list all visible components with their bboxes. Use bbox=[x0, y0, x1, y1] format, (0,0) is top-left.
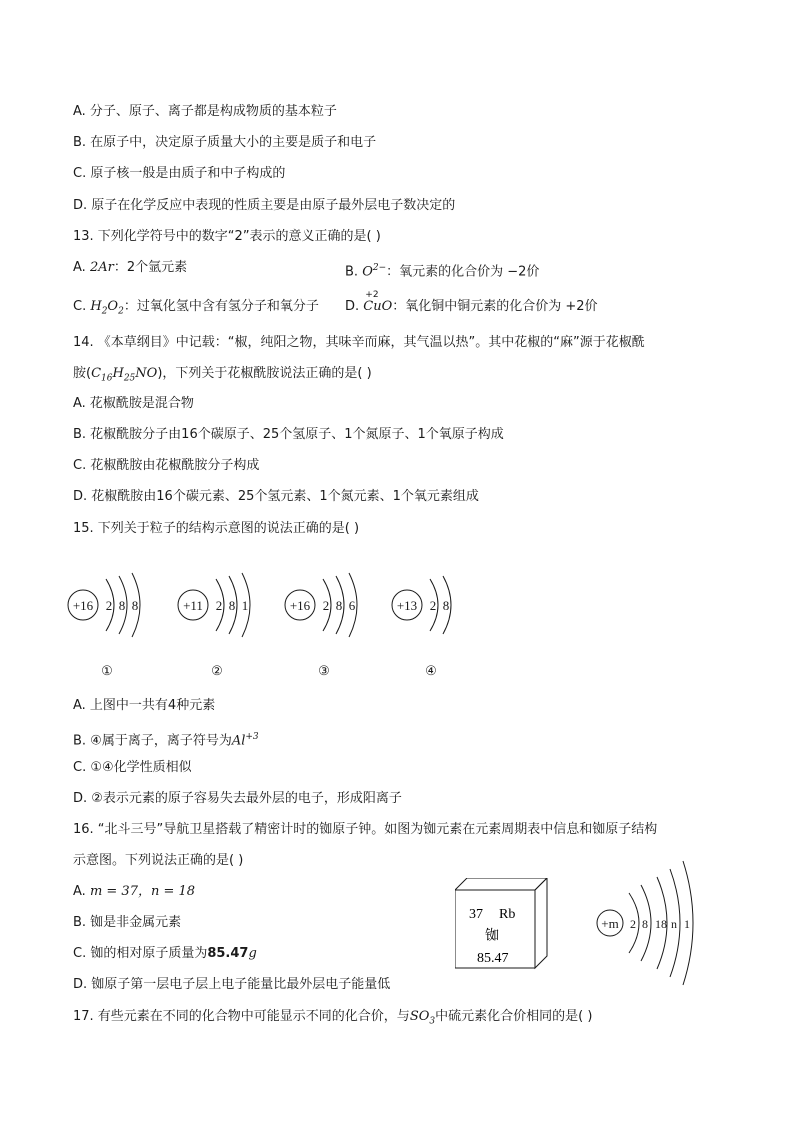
q13-stem: 13. 下列化学符号中的数字“2”表示的意义正确的是( ) bbox=[73, 229, 381, 244]
diagram-label-4: ④ bbox=[425, 663, 437, 678]
diagram-3-shell-electrons: 6 bbox=[348, 598, 356, 613]
q14-stem-line1: 14. 《本草纲目》中记载：“椒，纯阳之物，其味辛而麻，其气温以热”。其中花椒的“麻”源于花椒酰 bbox=[73, 335, 645, 350]
q15-option-a: A. 上图中一共有4种元素 bbox=[73, 698, 216, 713]
diagram-3-shell-electrons: 8 bbox=[335, 598, 343, 613]
q14-option-a: A. 花椒酰胺是混合物 bbox=[73, 396, 194, 411]
diagram-1-shell-electrons: 2 bbox=[105, 598, 113, 613]
q16-stem-line1: 16. “北斗三号”导航卫星搭载了精密计时的铷原子钟。如图为铷元素在元素周期表中信息和铷原子结构 bbox=[73, 822, 658, 837]
diagram-label-2: ② bbox=[211, 663, 223, 678]
diagram-1-shell-electrons: 8 bbox=[131, 598, 139, 613]
diagram-2-shell-electrons: 1 bbox=[241, 598, 249, 613]
rb-shell-electrons: 1 bbox=[684, 917, 690, 931]
q16-option-b: B. 铷是非金属元素 bbox=[73, 915, 182, 930]
q15-option-b: B. ④属于离子，离子符号为$Al^{+3}$ bbox=[73, 732, 259, 749]
q14-option-b: B. 花椒酰胺分子由16个碳原子、25个氢原子、1个氮原子、1个氧原子构成 bbox=[73, 427, 504, 442]
q13-option-b: B. $O^{2-}$：氧元素的化合价为 −2价 bbox=[345, 263, 540, 280]
valence-mark: +2 bbox=[365, 290, 379, 300]
rb-shell-electrons: n bbox=[671, 917, 677, 931]
diagram-label-1: ① bbox=[101, 663, 113, 678]
q13-option-d: D. +2 CuO：氧化铜中铜元素的化合价为 +2价 bbox=[345, 298, 598, 316]
rb-shell-electrons: 18 bbox=[655, 917, 667, 931]
q12-option-c: C. 原子核一般是由质子和中子构成的 bbox=[73, 166, 286, 181]
diagram-3-nucleus-charge: +16 bbox=[289, 598, 311, 613]
q16-option-d: D. 铷原子第一层电子层上电子能量比最外层电子能量低 bbox=[73, 977, 391, 992]
q15-option-d: D. ②表示元素的原子容易失去最外层的电子，形成阳离子 bbox=[73, 791, 402, 806]
q15-option-c: C. ①④化学性质相似 bbox=[73, 760, 192, 775]
rb-shell-electrons: 2 bbox=[630, 917, 636, 931]
q15-stem: 15. 下列关于粒子的结构示意图的说法正确的是( ) bbox=[73, 521, 360, 536]
atomic-mass: 85.47 bbox=[477, 951, 509, 966]
q12-option-b: B. 在原子中，决定原子质量大小的主要是质子和电子 bbox=[73, 135, 377, 150]
rb-nucleus-charge: +m bbox=[601, 916, 619, 931]
rubidium-atom-diagram bbox=[585, 860, 705, 990]
q12-option-d: D. 原子在化学反应中表现的性质主要是由原子最外层电子数决定的 bbox=[73, 198, 456, 213]
q14-option-c: C. 花椒酰胺由花椒酰胺分子构成 bbox=[73, 458, 260, 473]
diagram-3-shell-electrons: 2 bbox=[322, 598, 330, 613]
q17-stem: 17. 有些元素在不同的化合物中可能显示不同的化合价，与$SO_3$中硫元素化合价相同的是( ) bbox=[73, 1009, 593, 1027]
q16-option-a: A. m = 37，n = 18 bbox=[73, 884, 196, 899]
q16-stem-line2: 示意图。下列说法正确的是( ) bbox=[73, 853, 244, 868]
q15-atom-diagrams bbox=[60, 555, 480, 685]
q12-option-a: A. 分子、原子、离子都是构成物质的基本粒子 bbox=[73, 104, 337, 119]
q14-stem-line2: 胺$(C_{16}H_{25}NO)$，下列关于花椒酰胺说法正确的是( ) bbox=[73, 366, 372, 384]
q13-option-c: C. $H_2O_2$：过氧化氢中含有氢分子和氧分子 bbox=[73, 299, 319, 317]
diagram-2-shell-electrons: 8 bbox=[228, 598, 236, 613]
q14-option-d: D. 花椒酰胺由16个碳元素、25个氢元素、1个氮元素、1个氧元素组成 bbox=[73, 489, 479, 504]
diagram-label-3: ③ bbox=[318, 663, 330, 678]
rubidium-element-cell bbox=[455, 878, 555, 973]
diagram-2-nucleus-charge: +11 bbox=[183, 598, 203, 613]
diagram-4-shell-electrons: 8 bbox=[442, 598, 450, 613]
diagram-4-shell-electrons: 2 bbox=[429, 598, 437, 613]
q13-option-a: A. 2Ar：2个氩元素 bbox=[73, 260, 188, 275]
rb-shell-electrons: 8 bbox=[642, 917, 648, 931]
diagram-1-shell-electrons: 8 bbox=[118, 598, 126, 613]
q16-option-c: C. 铷的相对原子质量为85.47g bbox=[73, 946, 257, 961]
element-name: 铷 bbox=[485, 928, 499, 944]
diagram-4-nucleus-charge: +13 bbox=[396, 598, 418, 613]
atomic-number: 37 bbox=[469, 907, 483, 922]
diagram-1-nucleus-charge: +16 bbox=[72, 598, 94, 613]
diagram-2-shell-electrons: 2 bbox=[215, 598, 223, 613]
element-symbol: Rb bbox=[499, 907, 516, 922]
